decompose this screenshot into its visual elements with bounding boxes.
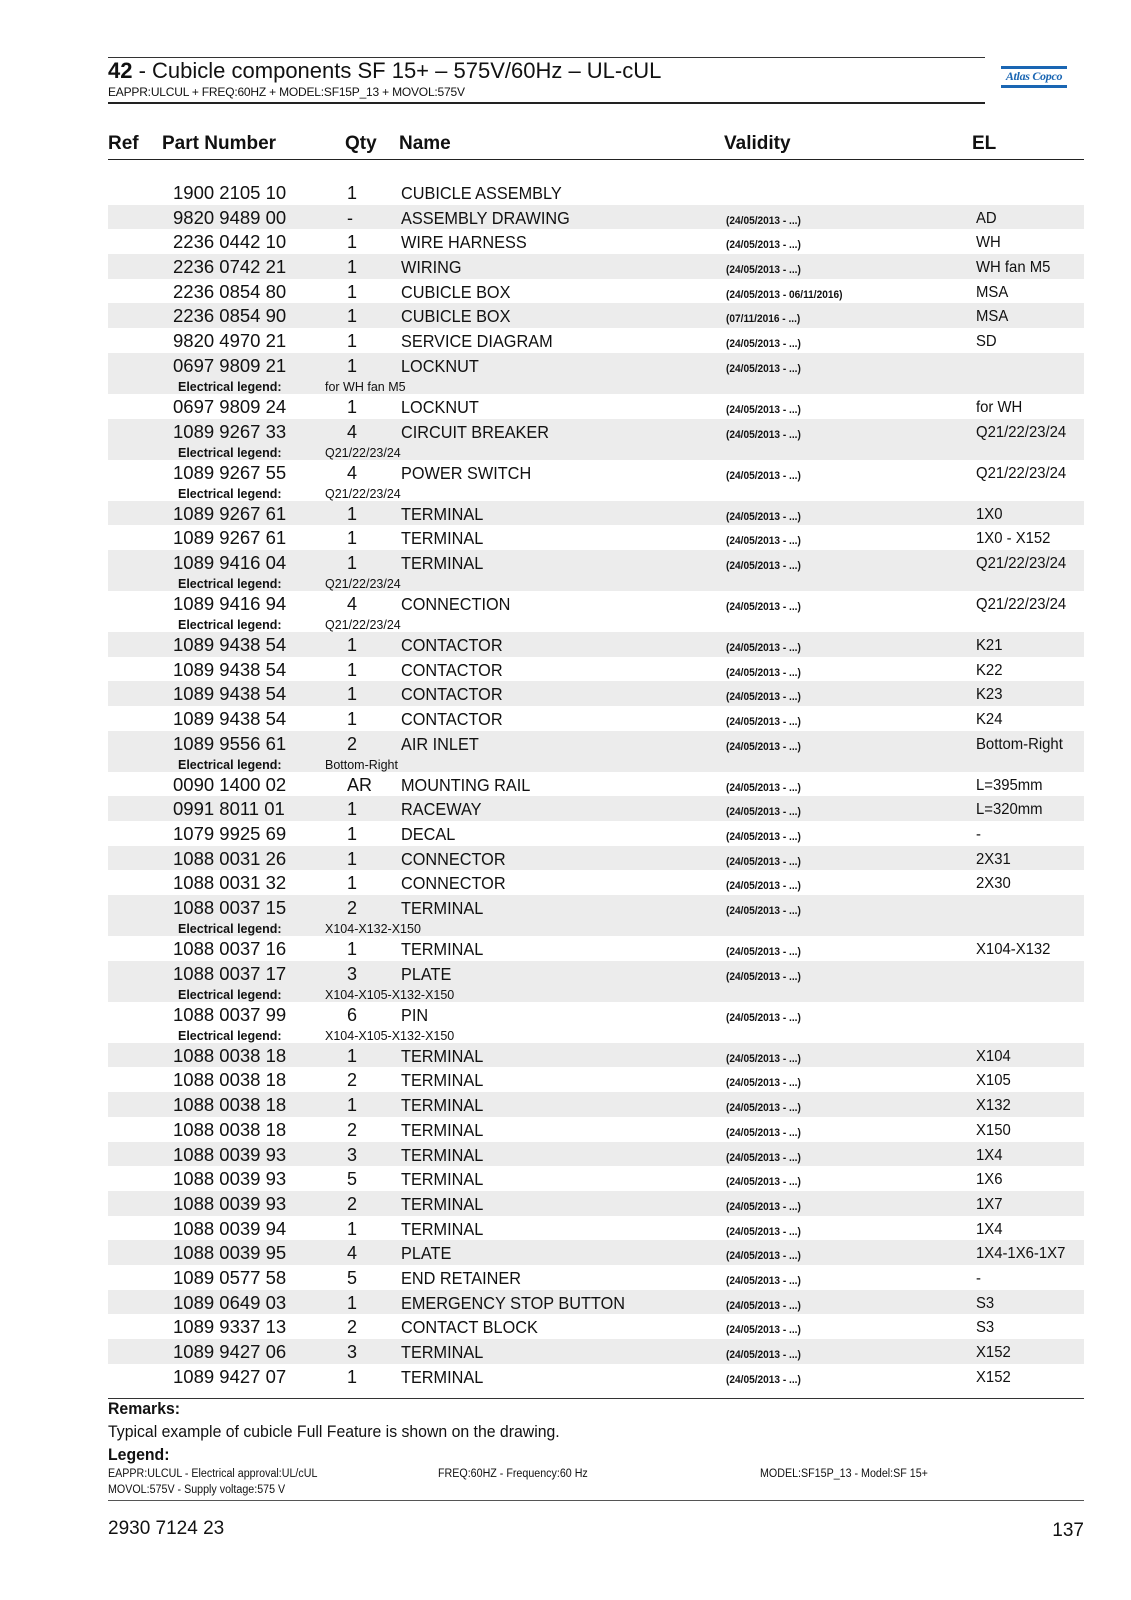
validity-cell: (24/05/2013 - ...)	[726, 1250, 801, 1263]
validity-cell: (24/05/2013 - ...)	[726, 600, 801, 613]
page-title	[108, 58, 661, 84]
el-cell: 1X4-1X6-1X7	[976, 1245, 1066, 1263]
el-cell: K22	[976, 661, 1003, 679]
electrical-legend-label: Electrical legend:	[178, 922, 282, 937]
part-number-cell: 1088 0039 93	[173, 1143, 287, 1165]
validity-cell: (24/05/2013 - ...)	[726, 214, 801, 227]
part-number-cell: 1088 0039 93	[173, 1168, 287, 1190]
part-number-cell: 2236 0442 10	[173, 231, 287, 253]
qty-cell: 4	[347, 421, 358, 442]
validity-cell: (24/05/2013 - ...)	[726, 1299, 801, 1312]
qty-cell: 1	[347, 1366, 358, 1387]
validity-cell: (24/05/2013 - ...)	[726, 1052, 801, 1065]
qty-cell: 1	[347, 552, 358, 573]
table-row	[108, 1364, 1084, 1389]
table-row	[108, 895, 1084, 936]
validity-cell: (24/05/2013 - ...)	[726, 559, 801, 572]
part-number-cell: 9820 9489 00	[173, 206, 287, 228]
validity-cell: (24/05/2013 - ...)	[726, 740, 801, 753]
name-cell: PIN	[401, 1004, 429, 1025]
table-row	[108, 632, 1084, 657]
el-cell: K23	[976, 686, 1003, 704]
name-cell: CONTACTOR	[401, 634, 503, 655]
qty-cell: 1	[347, 848, 358, 869]
name-cell: TERMINAL	[401, 1169, 484, 1190]
el-cell: MSA	[976, 283, 1009, 301]
section-number: 42	[108, 58, 133, 83]
validity-cell: (24/05/2013 - ...)	[726, 1324, 801, 1337]
validity-cell: (24/05/2013 - ...)	[726, 905, 801, 918]
validity-cell: (24/05/2013 - ...)	[726, 1102, 801, 1115]
table-row	[108, 681, 1084, 706]
el-cell: -	[976, 826, 981, 843]
qty-cell: 4	[347, 1243, 358, 1264]
qty-cell: 2	[347, 1193, 358, 1214]
qty-cell: 2	[347, 898, 358, 919]
name-cell: TERMINAL	[401, 898, 484, 919]
validity-cell: (24/05/2013 - ...)	[726, 1200, 801, 1213]
name-cell: TERMINAL	[401, 1218, 484, 1239]
name-cell: WIRING	[401, 257, 462, 278]
qty-cell: 2	[347, 1119, 358, 1140]
remarks-text: Typical example of cubicle Full Feature is shown on the drawing.	[108, 1422, 560, 1441]
validity-cell: (24/05/2013 - ...)	[726, 831, 801, 843]
electrical-legend-label: Electrical legend:	[178, 617, 282, 632]
el-cell: Q21/22/23/24	[976, 423, 1067, 441]
table-row	[108, 353, 1084, 394]
part-number-cell: 1089 9267 61	[173, 527, 287, 549]
validity-cell: (24/05/2013 - ...)	[726, 1176, 801, 1189]
part-number-cell: 1089 9438 54	[173, 658, 287, 680]
part-number-cell: 1089 9267 33	[173, 420, 287, 442]
electrical-legend-value: Q21/22/23/24	[325, 576, 401, 591]
table-row	[108, 1117, 1084, 1142]
validity-cell: (24/05/2013 - ...)	[726, 403, 801, 416]
table-row	[108, 591, 1084, 632]
el-cell: 2X31	[976, 850, 1011, 868]
electrical-legend-value: Bottom-Right	[325, 757, 398, 772]
qty-cell: 2	[347, 1317, 358, 1338]
qty-cell: 3	[347, 963, 358, 984]
table-row	[108, 1092, 1084, 1117]
part-number-cell: 1089 9556 61	[173, 732, 287, 754]
validity-cell: (24/05/2013 - ...)	[726, 691, 801, 704]
el-cell: L=320mm	[976, 801, 1043, 819]
part-number-cell: 1089 9267 61	[173, 502, 287, 524]
logo-text: Atlas Copco	[1005, 69, 1063, 83]
legend-item: MODEL:SF15P_13 - Model:SF 15+	[760, 1468, 928, 1480]
validity-cell: (24/05/2013 - ...)	[726, 970, 801, 983]
validity-cell: (24/05/2013 - ...)	[726, 666, 801, 679]
table-row	[108, 1290, 1084, 1315]
name-cell: LOCKNUT	[401, 396, 479, 417]
part-number-cell: 1088 0038 18	[173, 1044, 287, 1066]
validity-cell: (24/05/2013 - ...)	[726, 428, 801, 441]
table-row	[108, 1002, 1084, 1043]
part-number-cell: 1089 9416 04	[173, 551, 287, 573]
el-cell: WH fan M5	[976, 259, 1051, 277]
validity-cell: (24/05/2013 - ...)	[726, 239, 801, 252]
name-cell: TERMINAL	[401, 528, 484, 549]
name-cell: TERMINAL	[401, 1045, 484, 1066]
validity-cell: (24/05/2013 - 06/11/2016)	[726, 288, 843, 301]
atlas-copco-logo	[1001, 64, 1067, 94]
validity-cell: (24/05/2013 - ...)	[726, 946, 801, 959]
part-number-cell: 0697 9809 24	[173, 395, 287, 417]
name-cell: RACEWAY	[401, 799, 482, 820]
table-row	[108, 731, 1084, 772]
table-row	[108, 279, 1084, 304]
table-row	[108, 796, 1084, 821]
validity-cell: (24/05/2013 - ...)	[726, 264, 801, 277]
el-cell: Q21/22/23/24	[976, 595, 1067, 613]
el-cell: X104-X132	[976, 941, 1051, 959]
table-row	[108, 1142, 1084, 1167]
table-row	[108, 706, 1084, 731]
qty-cell: 1	[347, 1218, 358, 1239]
name-cell: CONTACTOR	[401, 708, 503, 729]
validity-cell: (24/05/2013 - ...)	[726, 1011, 801, 1024]
electrical-legend-label: Electrical legend:	[178, 486, 282, 501]
validity-cell: (24/05/2013 - ...)	[726, 641, 801, 654]
qty-cell: 1	[347, 824, 358, 844]
qty-cell: 5	[347, 1267, 358, 1288]
qty-cell: 1	[347, 232, 358, 253]
electrical-legend-label: Electrical legend:	[178, 379, 282, 394]
el-cell: X132	[976, 1097, 1011, 1115]
qty-cell: 4	[347, 593, 358, 614]
qty-cell: 1	[347, 355, 358, 376]
header-rule	[108, 159, 1084, 160]
logo-bar-bottom	[1001, 85, 1067, 88]
name-cell: DECAL	[401, 824, 456, 844]
validity-cell: (24/05/2013 - ...)	[726, 855, 801, 868]
qty-cell: -	[347, 207, 353, 228]
part-number-cell: 9820 4970 21	[173, 330, 287, 352]
table-row	[108, 936, 1084, 961]
col-header-ref: Ref	[108, 133, 139, 154]
qty-cell: 1	[347, 1045, 358, 1066]
name-cell: MOUNTING RAIL	[401, 774, 531, 795]
part-number-cell: 1089 9267 55	[173, 461, 287, 483]
part-number-cell: 1089 9438 54	[173, 633, 287, 655]
qty-cell: 1	[347, 306, 358, 327]
table-end-rule	[108, 1398, 1084, 1399]
name-cell: AIR INLET	[401, 733, 479, 754]
table-row	[108, 550, 1084, 591]
table-row	[108, 772, 1084, 797]
validity-cell: (24/05/2013 - ...)	[726, 362, 801, 375]
name-cell: TERMINAL	[401, 1095, 484, 1116]
table-row	[108, 501, 1084, 526]
validity-cell: (24/05/2013 - ...)	[726, 806, 801, 819]
table-row	[108, 254, 1084, 279]
part-number-cell: 1089 0577 58	[173, 1266, 287, 1288]
part-number-cell: 1088 0038 18	[173, 1118, 287, 1140]
el-cell: 1X0	[976, 505, 1003, 523]
part-number-cell: 1088 0038 18	[173, 1094, 287, 1116]
electrical-legend-label: Electrical legend:	[178, 757, 282, 772]
el-cell: X104	[976, 1047, 1011, 1065]
qty-cell: 1	[347, 799, 358, 820]
el-cell: S3	[976, 1294, 995, 1312]
validity-cell: (24/05/2013 - ...)	[726, 1126, 801, 1139]
table-row	[108, 303, 1084, 328]
qty-cell: 1	[347, 331, 358, 352]
table-row	[108, 229, 1084, 254]
el-cell: Bottom-Right	[976, 735, 1063, 753]
part-number-cell: 1089 9438 54	[173, 707, 287, 729]
col-header-part-number: Part Number	[162, 133, 277, 154]
name-cell: PLATE	[401, 963, 452, 984]
name-cell: CONTACTOR	[401, 684, 503, 705]
table-row	[108, 180, 1084, 205]
part-number-cell: 1089 9427 06	[173, 1341, 287, 1362]
el-cell: K24	[976, 710, 1003, 728]
name-cell: TERMINAL	[401, 1193, 484, 1214]
table-row	[108, 328, 1084, 353]
part-number-cell: 1088 0031 32	[173, 872, 287, 894]
name-cell: TERMINAL	[401, 1144, 484, 1165]
qty-cell: 1	[347, 396, 358, 417]
name-cell: POWER SWITCH	[401, 462, 532, 483]
qty-cell: AR	[347, 774, 373, 795]
qty-cell: 1	[347, 659, 358, 680]
qty-cell: 1	[347, 528, 358, 549]
table-row	[108, 1216, 1084, 1241]
validity-cell: (24/05/2013 - ...)	[726, 715, 801, 728]
electrical-legend-label: Electrical legend:	[178, 1028, 282, 1043]
validity-cell: (24/05/2013 - ...)	[726, 535, 801, 548]
el-cell: 1X4	[976, 1220, 1003, 1238]
table-row	[108, 961, 1084, 1002]
el-cell: SD	[976, 333, 997, 351]
table-row	[108, 1043, 1084, 1068]
el-cell: X152	[976, 1368, 1011, 1386]
part-number-cell: 0697 9809 21	[173, 354, 287, 376]
name-cell: SERVICE DIAGRAM	[401, 331, 553, 352]
qty-cell: 2	[347, 1070, 358, 1091]
name-cell: ASSEMBLY DRAWING	[401, 207, 570, 228]
part-number-cell: 0991 8011 01	[173, 798, 285, 820]
electrical-legend-value: X104-X132-X150	[325, 922, 421, 937]
validity-cell: (24/05/2013 - ...)	[726, 1274, 801, 1287]
qty-cell: 3	[347, 1144, 358, 1165]
validity-cell: (24/05/2013 - ...)	[726, 338, 801, 351]
legend-item: MOVOL:575V - Supply voltage:575 V	[108, 1484, 286, 1496]
qty-cell: 1	[347, 257, 358, 278]
table-row	[108, 394, 1084, 419]
page-number: 137	[1052, 1520, 1084, 1541]
name-cell: TERMINAL	[401, 1070, 484, 1091]
qty-cell: 1	[347, 708, 358, 729]
name-cell: PLATE	[401, 1243, 452, 1264]
col-header-qty: Qty	[345, 133, 377, 154]
validity-cell: (24/05/2013 - ...)	[726, 1077, 801, 1090]
qty-cell: 1	[347, 684, 358, 705]
col-header-name: Name	[399, 133, 451, 154]
validity-cell: (24/05/2013 - ...)	[726, 469, 801, 482]
electrical-legend-label: Electrical legend:	[178, 445, 282, 460]
validity-cell: (24/05/2013 - ...)	[726, 1225, 801, 1238]
name-cell: CONNECTION	[401, 593, 511, 614]
validity-cell: (24/05/2013 - ...)	[726, 880, 801, 893]
parts-table	[108, 180, 1084, 1388]
remarks-title: Remarks:	[108, 1399, 181, 1418]
name-cell: TERMINAL	[401, 1342, 484, 1362]
table-row	[108, 460, 1084, 501]
el-cell: X150	[976, 1121, 1011, 1139]
qty-cell: 2	[347, 733, 358, 754]
table-row	[108, 1339, 1084, 1364]
name-cell: TERMINAL	[401, 552, 484, 573]
header-bottom-rule	[108, 102, 985, 104]
part-number-cell: 2236 0742 21	[173, 256, 287, 278]
name-cell: CONNECTOR	[401, 873, 506, 894]
electrical-legend-label: Electrical legend:	[178, 576, 282, 591]
table-row	[108, 657, 1084, 682]
el-cell: X152	[976, 1344, 1011, 1361]
title-text: - Cubicle components SF 15+ – 575V/60Hz – UL-cUL	[132, 58, 662, 83]
el-cell: for WH	[976, 398, 1023, 416]
qty-cell: 1	[347, 1292, 358, 1313]
part-number-cell: 1900 2105 10	[173, 182, 287, 203]
part-number-cell: 1088 0039 93	[173, 1192, 287, 1214]
qty-cell: 5	[347, 1169, 358, 1190]
name-cell: TERMINAL	[401, 1366, 484, 1387]
qty-cell: 1	[347, 939, 358, 960]
table-row	[108, 1067, 1084, 1092]
electrical-legend-value: Q21/22/23/24	[325, 617, 401, 632]
el-cell: AD	[976, 209, 997, 227]
validity-cell: (24/05/2013 - ...)	[726, 781, 801, 794]
electrical-legend-value: X104-X105-X132-X150	[325, 1028, 455, 1043]
name-cell: TERMINAL	[401, 939, 484, 960]
el-cell: L=395mm	[976, 776, 1043, 794]
validity-cell: (24/05/2013 - ...)	[726, 510, 801, 523]
name-cell: CUBICLE BOX	[401, 281, 511, 302]
part-number-cell: 1088 0031 26	[173, 847, 287, 869]
name-cell: CUBICLE BOX	[401, 306, 511, 327]
el-cell: 1X4	[976, 1146, 1003, 1164]
qty-cell: 1	[347, 634, 358, 655]
part-number-cell: 1089 0649 03	[173, 1291, 287, 1313]
name-cell: WIRE HARNESS	[401, 232, 527, 253]
name-cell: CIRCUIT BREAKER	[401, 421, 550, 442]
electrical-legend-value: X104-X105-X132-X150	[325, 987, 455, 1002]
table-row	[108, 870, 1084, 895]
page-subtitle: EAPPR:ULCUL + FREQ:60HZ + MODEL:SF15P_13 + MOVOL:575V	[108, 85, 465, 99]
part-number-cell: 2236 0854 80	[173, 280, 287, 302]
name-cell: CONNECTOR	[401, 848, 506, 869]
el-cell: 1X7	[976, 1195, 1003, 1213]
part-number-cell: 1088 0038 18	[173, 1069, 287, 1091]
el-cell: 1X0 - X152	[976, 530, 1051, 548]
part-number-cell: 1079 9925 69	[173, 823, 287, 844]
part-number-cell: 1089 9438 54	[173, 683, 287, 705]
table-row	[108, 525, 1084, 550]
name-cell: CONTACTOR	[401, 659, 503, 680]
table-row	[108, 205, 1084, 230]
name-cell: EMERGENCY STOP BUTTON	[401, 1292, 625, 1313]
qty-cell: 3	[347, 1342, 358, 1362]
el-cell: MSA	[976, 308, 1009, 326]
el-cell: WH	[976, 234, 1001, 252]
name-cell: CONTACT BLOCK	[401, 1317, 538, 1338]
part-number-cell: 2236 0854 90	[173, 305, 287, 327]
qty-cell: 1	[347, 281, 358, 302]
electrical-legend-value: Q21/22/23/24	[325, 445, 401, 460]
part-number-cell: 1088 0037 16	[173, 938, 287, 960]
table-row	[108, 1166, 1084, 1191]
table-row	[108, 419, 1084, 460]
name-cell: LOCKNUT	[401, 355, 479, 376]
part-number-cell: 0090 1400 02	[173, 773, 287, 795]
el-cell: S3	[976, 1319, 995, 1337]
legend-title: Legend:	[108, 1445, 170, 1464]
validity-cell: (24/05/2013 - ...)	[726, 1151, 801, 1164]
table-row	[108, 846, 1084, 871]
part-number-cell: 1088 0039 94	[173, 1217, 287, 1239]
legend-item: EAPPR:ULCUL - Electrical approval:UL/cUL	[108, 1468, 318, 1480]
part-number-cell: 1088 0037 15	[173, 897, 287, 919]
col-header-el: EL	[972, 133, 997, 154]
part-number-cell: 1089 9427 07	[173, 1365, 287, 1387]
validity-cell: (07/11/2016 - ...)	[726, 313, 801, 326]
el-cell: 2X30	[976, 875, 1011, 893]
qty-cell: 1	[347, 1095, 358, 1116]
name-cell: TERMINAL	[401, 503, 484, 524]
el-cell: -	[976, 1269, 981, 1287]
validity-cell: (24/05/2013 - ...)	[726, 1349, 801, 1361]
qty-cell: 4	[347, 462, 358, 483]
part-number-cell: 1088 0037 99	[173, 1003, 287, 1025]
name-cell: END RETAINER	[401, 1267, 521, 1288]
table-row	[108, 1265, 1084, 1290]
footer-rule	[108, 1500, 1084, 1501]
validity-cell: (24/05/2013 - ...)	[726, 1373, 801, 1386]
table-row	[108, 821, 1084, 846]
el-cell: X105	[976, 1072, 1011, 1090]
qty-cell: 1	[347, 183, 358, 203]
qty-cell: 1	[347, 873, 358, 894]
part-number-cell: 1089 9416 94	[173, 592, 287, 614]
el-cell: 1X6	[976, 1171, 1003, 1189]
electrical-legend-value: for WH fan M5	[325, 379, 406, 394]
table-row	[108, 1314, 1084, 1339]
legend-item: FREQ:60HZ - Frequency:60 Hz	[438, 1468, 588, 1480]
name-cell: CUBICLE ASSEMBLY	[401, 183, 562, 203]
table-row	[108, 1240, 1084, 1265]
electrical-legend-value: Q21/22/23/24	[325, 486, 401, 501]
table-row	[108, 1191, 1084, 1216]
el-cell: Q21/22/23/24	[976, 554, 1067, 572]
part-number-cell: 1088 0037 17	[173, 962, 287, 984]
col-header-validity: Validity	[724, 133, 791, 154]
part-number-cell: 1088 0039 95	[173, 1242, 287, 1264]
el-cell: Q21/22/23/24	[976, 464, 1067, 482]
qty-cell: 6	[347, 1004, 358, 1025]
el-cell: K21	[976, 636, 1003, 654]
part-number-cell: 1089 9337 13	[173, 1316, 287, 1338]
document-number: 2930 7124 23	[108, 1518, 225, 1539]
qty-cell: 1	[347, 503, 358, 524]
name-cell: TERMINAL	[401, 1119, 484, 1140]
electrical-legend-label: Electrical legend:	[178, 987, 282, 1002]
